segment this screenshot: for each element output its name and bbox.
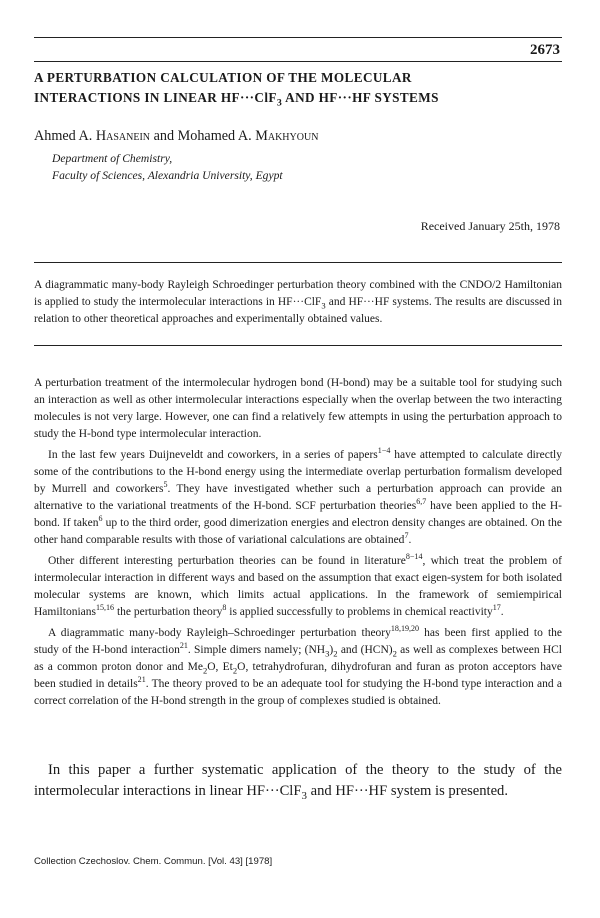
subscript: 3 xyxy=(325,648,330,659)
p3-text: . xyxy=(500,606,504,618)
affiliation-department: Department of Chemistry, xyxy=(52,152,173,165)
citation: 7 xyxy=(404,531,409,541)
abstract-text-2: and HF···HF systems. The results are discussed in relation to other theoretical approaches and experimentally obtained values. xyxy=(34,296,562,325)
paragraph-2 xyxy=(34,447,562,549)
p4-text: ) xyxy=(329,644,334,656)
header-rule xyxy=(34,61,562,62)
citation: 6 xyxy=(98,514,103,524)
affiliation-faculty: Faculty of Sciences, Alexandria University, Egypt xyxy=(52,169,283,182)
citation: 8 xyxy=(222,603,227,613)
author-2-family: Makhyoun xyxy=(255,128,319,144)
citation: 1−4 xyxy=(377,446,391,456)
citation: 8−14 xyxy=(405,552,423,562)
p2-text: have been applied to the H-bond. If taken xyxy=(34,500,562,529)
p2-text: In the last few years Duijneveldt and coworkers, in a series of papers xyxy=(48,449,378,461)
p3-text: is applied successfully to problems in chemical reactivity xyxy=(226,606,493,618)
conclusion-text-1: In this paper a further systematic application of the theory to the study of the intermolecular interactions in linear HF···ClF xyxy=(34,762,562,799)
title-subscript: 3 xyxy=(276,97,283,109)
subscript: 2 xyxy=(392,648,397,659)
author-1-family: Hasanein xyxy=(95,128,151,144)
authors xyxy=(34,128,318,145)
p2-text: have attempted to calculate directly some of the contributions to the H-bond energy using the intermediate overlap perturbation formalism developed by Murrell and coworkers xyxy=(34,449,562,495)
conclusion-subscript: 3 xyxy=(301,789,307,802)
abstract-subscript: 3 xyxy=(321,300,326,311)
abstract-text-1: A diagrammatic many-body Rayleigh Schroedinger perturbation theory combined with the CNDO/2 Hamiltonian is applied to study the intermolecular interactions in HF···ClF xyxy=(34,279,562,308)
abstract-bottom-rule xyxy=(34,345,562,346)
title-line-1: A PERTURBATION CALCULATION OF THE MOLECULAR xyxy=(34,70,412,85)
p2-text: . They have investigated whether such a perturbation approach can provide an alternative to the variational treatments of the H-bond. SCF perturbation theories xyxy=(34,483,562,512)
subscript: 2 xyxy=(333,648,338,659)
citation: 5 xyxy=(163,480,168,490)
authors-and: and xyxy=(150,128,178,144)
conclusion-paragraph xyxy=(34,760,562,802)
abstract-top-rule xyxy=(34,262,562,263)
article-title xyxy=(34,68,562,108)
citation: 17 xyxy=(492,603,501,613)
p4-text: O, tetrahydrofuran, dihydrofuran and furan as proton acceptors have been studied in details xyxy=(34,661,563,690)
author-2-given: Mohamed A. xyxy=(177,128,256,144)
p4-text: as well as complexes between HCl as a common proton donor and Me xyxy=(34,644,563,673)
author-1-given: Ahmed A. xyxy=(34,128,96,144)
title-line-2-end: AND HF···HF SYSTEMS xyxy=(282,90,439,105)
p4-text: O, Et xyxy=(207,661,233,673)
citation: 21 xyxy=(137,675,146,685)
journal-footer: Collection Czechoslov. Chem. Commun. [Vol. 43] [1978] xyxy=(34,856,273,867)
p2-text: . xyxy=(408,534,412,546)
p4-text: . Simple dimers namely; (NH xyxy=(187,644,326,656)
p4-text: and (HCN) xyxy=(337,644,393,656)
p3-text: the perturbation theory xyxy=(114,606,223,618)
paragraph-4 xyxy=(34,625,562,710)
affiliation xyxy=(52,150,283,184)
page-number: 2673 xyxy=(530,42,560,58)
title-line-2 xyxy=(34,88,562,108)
citation: 15,16 xyxy=(95,603,115,613)
article-body xyxy=(34,375,562,714)
title-line-2-text: INTERACTIONS IN LINEAR HF···ClF xyxy=(34,90,277,105)
citation: 21 xyxy=(179,641,188,651)
citation: 18,19,20 xyxy=(390,624,420,634)
paragraph-1: A perturbation treatment of the intermolecular hydrogen bond (H-bond) may be a suitable tool for studying such an interaction as well as other intermolecular interactions especially when the overlap between the two interacting molecules is not very large. However, one can find a relatively few attempts in using the perturbation approach to study the H-bond type intermolecular interaction. xyxy=(34,377,562,440)
citation: 6,7 xyxy=(416,497,427,507)
subscript: 2 xyxy=(202,665,208,676)
paragraph-3 xyxy=(34,553,562,621)
p4-text: . The theory proved to be an adequate tool for studying the H-bond type interaction and a correct correlation of the H-bond strength in the group of complexes studied is obtained. xyxy=(34,678,562,707)
p3-text: , which treat the problem of intermolecular interaction in different ways and based on the assumption that exact eigen-system for both isolated molecular systems are known, which limits actual applications. In the framework of semiempirical Hamiltonians xyxy=(34,555,562,618)
conclusion-text-2: and HF···HF system is presented. xyxy=(306,783,508,799)
received-date: Received January 25th, 1978 xyxy=(420,219,560,233)
p4-text: has been first applied to the study of the H-bond interaction xyxy=(34,627,563,656)
top-rule xyxy=(34,37,562,38)
subscript: 2 xyxy=(232,665,238,676)
abstract xyxy=(34,277,562,328)
p4-text: A diagrammatic many-body Rayleigh–Schroedinger perturbation theory xyxy=(48,627,391,639)
p2-text: up to the third order, good dimerization energies and electron density changes are obtained. On the other hand comparable results with those of variational calculations are obtained xyxy=(34,517,562,546)
p3-text: Other different interesting perturbation theories can be found in literature xyxy=(48,555,406,567)
